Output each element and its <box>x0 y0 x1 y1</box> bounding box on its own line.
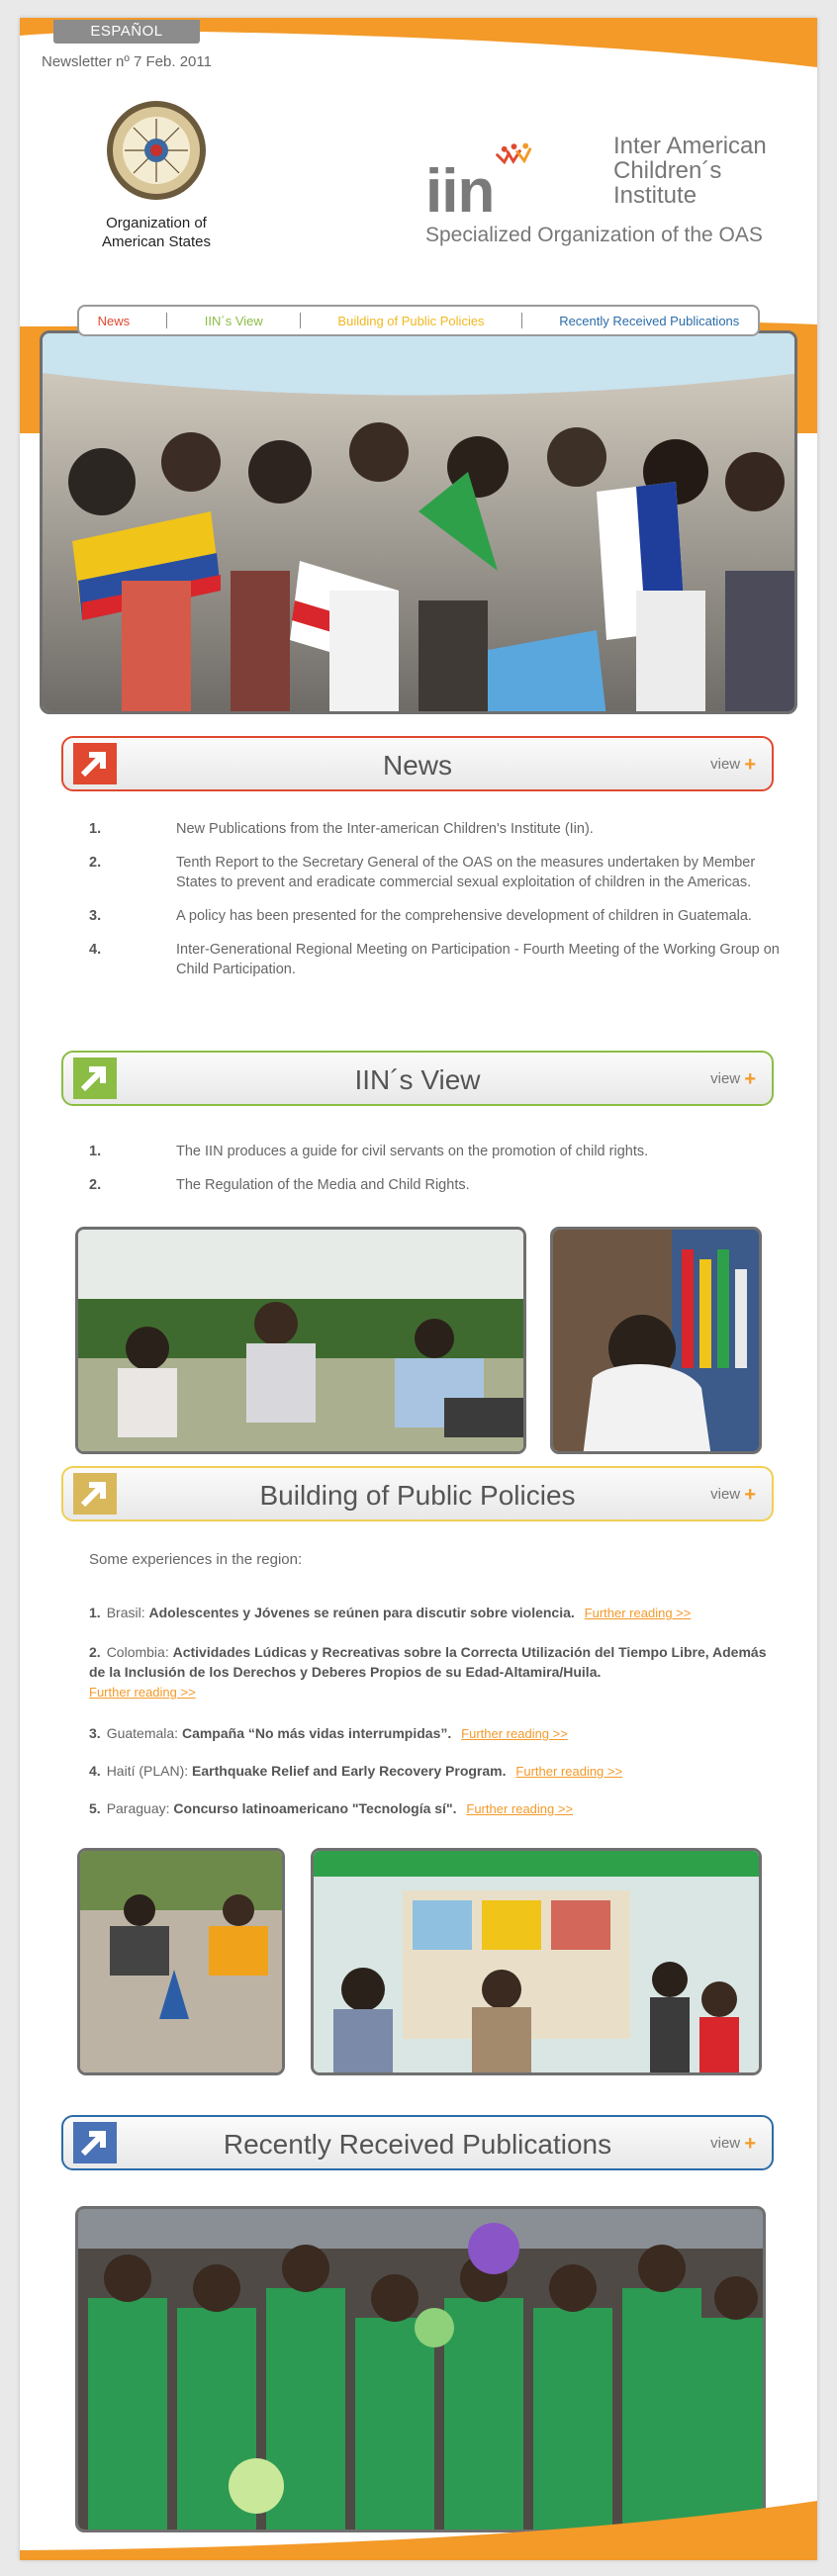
item-number: 3. <box>89 908 102 924</box>
item-number: 4. <box>89 1763 101 1779</box>
oas-seal-logo <box>105 99 208 202</box>
item-number: 2. <box>89 1177 102 1193</box>
experience-country: Haití (PLAN): <box>106 1763 189 1779</box>
experience-item <box>89 1603 782 1623</box>
experience-title[interactable]: Earthquake Relief and Early Recovery Program. <box>192 1763 507 1779</box>
item-number: 3. <box>89 1725 101 1741</box>
news-item[interactable] <box>89 906 782 926</box>
issue-label: Newsletter nº 7 Feb. 2011 <box>42 53 212 70</box>
iin-institute-name <box>613 134 767 208</box>
policies-header <box>61 1466 774 1521</box>
hero-photo-image <box>43 333 797 714</box>
view-item[interactable] <box>89 1175 782 1195</box>
plus-icon: + <box>744 1068 756 1090</box>
iin-name-line3: Institute <box>613 182 698 209</box>
further-reading-link[interactable]: Further reading >> <box>584 1606 692 1620</box>
news-header <box>61 736 774 791</box>
news-title: News <box>382 750 452 781</box>
policies-photo-kids-image <box>80 1851 285 2075</box>
news-list <box>89 819 782 993</box>
publications-title: Recently Received Publications <box>223 2129 612 2160</box>
experience-item <box>89 1723 782 1744</box>
plus-icon: + <box>744 754 756 776</box>
experience-item <box>89 1761 782 1782</box>
publications-view-link[interactable] <box>710 2133 756 2156</box>
oas-name <box>59 214 253 251</box>
news-item-text[interactable]: Inter-Generational Regional Meeting on Participation - Fourth Meeting of the Working Group on Child Participation. <box>176 942 780 977</box>
item-number: 1. <box>89 821 102 837</box>
policies-title: Building of Public Policies <box>259 1480 576 1511</box>
experience-title[interactable]: Concurso latinoamericano "Tecnología sí". <box>173 1800 457 1816</box>
further-reading-link[interactable]: Further reading >> <box>89 1685 196 1700</box>
experience-country: Guatemala: <box>106 1725 179 1741</box>
iins-view-label: view <box>710 1070 741 1087</box>
news-item-text[interactable]: Tenth Report to the Secretary General of the OAS on the measures undertaken by Member States to prevent and eradicate commercial sexual exploitation of children in the Americas. <box>176 855 756 890</box>
item-number: 1. <box>89 1605 101 1620</box>
iins-view-header <box>61 1051 774 1106</box>
news-view-label: view <box>710 756 741 773</box>
experience-country: Paraguay: <box>106 1800 170 1816</box>
experience-title[interactable]: Actividades Lúdicas y Recreativas sobre la Correcta Utilización del Tiempo Libre, Además de la Inclusión de los Derechos y Deberes Propios de su Edad-Altamira/Huila. <box>89 1644 767 1680</box>
experience-item <box>89 1798 782 1819</box>
item-number: 5. <box>89 1800 101 1816</box>
view-item-text[interactable]: The Regulation of the Media and Child Rights. <box>176 1177 470 1193</box>
news-item[interactable] <box>89 819 782 839</box>
nav-divider <box>521 313 522 328</box>
policies-view-link[interactable] <box>710 1484 756 1507</box>
news-item[interactable] <box>89 853 782 892</box>
publications-view-label: view <box>710 2135 741 2152</box>
nav-public-policies[interactable]: Building of Public Policies <box>337 313 485 328</box>
policies-intro: Some experiences in the region: <box>89 1551 303 1568</box>
oas-name-line2: American States <box>101 233 212 250</box>
nav-divider <box>300 313 301 328</box>
item-number: 1. <box>89 1144 102 1159</box>
nav-news[interactable]: News <box>97 313 131 328</box>
iin-name-line2: Children´s <box>613 157 722 184</box>
experience-title[interactable]: Campaña “No más vidas interrumpidas”. <box>181 1725 452 1741</box>
experience-item <box>89 1642 782 1702</box>
view-photo-child <box>550 1227 762 1454</box>
view-item-text[interactable]: The IIN produces a guide for civil servants on the promotion of child rights. <box>176 1144 649 1159</box>
view-photo-group <box>75 1227 526 1454</box>
iin-wordmark: iin <box>425 157 495 226</box>
view-photo-child-image <box>553 1230 762 1454</box>
iin-name-line1: Inter American <box>613 133 767 159</box>
nav-divider <box>166 313 167 328</box>
policies-photo-classroom-image <box>314 1851 762 2075</box>
nav-iins-view[interactable]: IIN´s View <box>204 313 263 328</box>
view-photo-image <box>78 1230 526 1454</box>
further-reading-link[interactable]: Further reading >> <box>515 1764 623 1779</box>
policies-photo-kids-playing <box>77 1848 285 2075</box>
item-number: 2. <box>89 1644 101 1660</box>
iins-view-list <box>89 1142 782 1209</box>
further-reading-link[interactable]: Further reading >> <box>461 1726 568 1741</box>
policies-photo-classroom <box>311 1848 762 2075</box>
further-reading-link[interactable]: Further reading >> <box>466 1801 574 1816</box>
experience-country: Colombia: <box>106 1644 169 1660</box>
iins-view-title: IIN´s View <box>354 1064 481 1095</box>
plus-icon: + <box>744 1484 756 1506</box>
hero-photo <box>40 330 797 714</box>
publications-header <box>61 2115 774 2170</box>
plus-icon: + <box>744 2133 756 2155</box>
iins-view-link[interactable] <box>710 1068 756 1091</box>
experience-country: Brasil: <box>106 1605 145 1620</box>
nav-publications[interactable]: Recently Received Publications <box>559 313 740 328</box>
item-number: 2. <box>89 855 102 871</box>
language-tab-espanol[interactable]: ESPAÑOL <box>53 20 200 44</box>
policies-view-label: view <box>710 1486 741 1503</box>
experience-title[interactable]: Adolescentes y Jóvenes se reúnen para discutir sobre violencia. <box>148 1605 575 1620</box>
news-item[interactable] <box>89 940 782 979</box>
oas-name-line1: Organization of <box>106 215 207 231</box>
news-item-text[interactable]: New Publications from the Inter-american Children's Institute (Iin). <box>176 821 594 837</box>
item-number: 4. <box>89 942 102 958</box>
news-item-text[interactable]: A policy has been presented for the comprehensive development of children in Guatemala. <box>176 908 752 924</box>
iin-tagline: Specialized Organization of the OAS <box>425 224 763 246</box>
news-view-link[interactable] <box>710 754 756 777</box>
view-item[interactable] <box>89 1142 782 1161</box>
bottom-ribbon <box>20 2471 817 2560</box>
section-nav <box>77 305 760 336</box>
iin-figures-logo <box>495 117 623 216</box>
